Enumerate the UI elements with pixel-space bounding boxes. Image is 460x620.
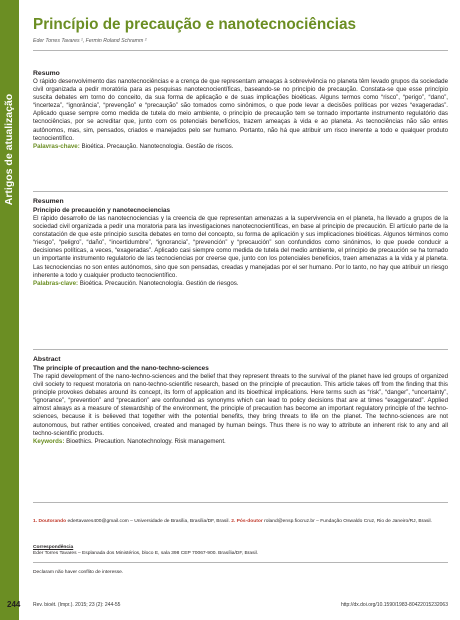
- affiliation-2-label: 2. Pós-doutor: [231, 519, 263, 524]
- article-title: Princípio de precaução e nanotecnociências: [33, 16, 357, 33]
- title-divider: [33, 50, 448, 51]
- resumen-heading: Resumen: [33, 198, 64, 205]
- abstract-text: The rapid development of the nano-techno-sciences and the belief that they represent threats to the survival of the planet have led groups of organized civil society to request moratoria on nano-techno-scientific research, based on the principle of precaution. This article takes off from the finding that this principle provokes debates around its concept, its form of application and its bioethical implications. Here terms such as “risk”, “danger”, “uncertainty”, “ignorance”, “prevention” and “precaution” are confounded as synonyms which can lead to policy decisions that are at times “exaggerated”. Applied almost always as a measure of stewardship of the environment, the principle of precaution has become an important regulatory principle of the techno-sciences, because it is believed that together with the potential benefits, they bring threats to life on the planet. The techno-sciences are not autonomous, but rather entities conceived, created and managed by human beings. Thus there is no way to attribute an inherent risk to any and all techno-scientific products. Keywords: Bioethics. Precaution. Nanotechnology. Risk management.: [33, 373, 448, 445]
- abstract-section: [33, 355, 448, 446]
- resumen-divider: [33, 349, 448, 350]
- correspondence-heading: Correspondência: [33, 545, 74, 550]
- abstract-keywords-label: Keywords:: [33, 437, 65, 445]
- affiliation-1-text: edertavares400@gmail.com – Universidade de Brasília, Brasília/DF, Brasil.: [67, 519, 230, 524]
- abstract-divider: [33, 502, 448, 503]
- article-authors: Eder Torres Tavares ¹, Fermin Roland Schramm ²: [33, 38, 147, 44]
- abstract-heading: Abstract: [33, 356, 61, 363]
- journal-citation: Rev. bioét. (Impr.). 2015; 23 (2): 244-55: [33, 602, 121, 608]
- abstract-keywords: Bioethics. Precaution. Nanotechnology. Risk management.: [66, 437, 226, 445]
- conflict-statement: Declaram não haver conflito de interesse.: [33, 570, 124, 575]
- affiliation-2-text: roland@ensp.fiocruz.br – Fundação Oswaldo Cruz, Rio de Janeiro/RJ, Brasil.: [264, 519, 432, 524]
- doi-link[interactable]: http://dx.doi.org/10.1590/1983-80422015232063: [340, 602, 448, 608]
- footnote-divider: [33, 562, 448, 563]
- abstract-subtitle: The principle of precaution and the nano-techno-sciences: [33, 365, 209, 372]
- affiliations: [33, 519, 448, 525]
- resumen-section: [33, 197, 448, 288]
- affiliation-1-label: 1. Doutorando: [33, 519, 67, 524]
- resumo-divider: [33, 191, 448, 192]
- resumo-section: [33, 69, 448, 151]
- resumo-keywords: Bioética. Precaução. Nanotecnologia. Gestão de riscos.: [81, 142, 234, 150]
- resumen-subtitle: Principio de precaución y nanotecnociencias: [33, 207, 171, 214]
- resumo-text: O rápido desenvolvimento das nanotecnociências e a crença de que representam ameaças à sobrevivência no planeta têm levado grupos da sociedade civil organizada a pedir moratória para as pesquisas nanotecnocientíficas, baseando-se no princípio de precaução. Constata-se que esse princípio suscita debates em torno do conceito, da sua forma de aplicação e de suas implicações bioéticas. Alguns termos como “risco”, “perigo”, “dano”, “incerteza”, “ignorância”, “prevenção” e “precaução” são tomados como sinônimos, o que pode levar a decisões políticas por vezes “exageradas”. Aplicado quase sempre como medida de tutela do meio ambiente, o princípio de precaução tem se tornado importante instrumento regulatório das tecnociências, por se acreditar que, junto com os potenciais benefícios, trazem ameaças à vida e ao planeta. As tecnociências não são entes autônomos, mas, sim, pensados, criados e manejados pelo ser humano. Portanto, não há que atribuir um risco inerente a todo e qualquer produto tecnocientífico. Palavras-chave: Bioética. Precaução. Nanotecnologia. Gestão de riscos.: [33, 78, 448, 150]
- correspondence: [33, 545, 448, 558]
- resumo-heading: Resumo: [33, 70, 60, 77]
- resumen-text: El rápido desarrollo de las nanotecnociencias y la creencia de que representan amenazas a la supervivencia en el planeta, ha llevado a grupos de la sociedad civil organizada a pedir una moratoria para las investigaciones nanotecnocientíficas, en base al principio de precaución. El artículo parte de la constatación de que este principio suscita debates en torno del concepto, su forma de aplicación y sus implicaciones bioéticas. Algunos términos como “riesgo”, “peligro”, “daño”, “incertidumbre”, “ignorancia”, “prevención” y “precaución” son confundidos como sinónimos, lo que puede conducir a decisiones políticas, a veces, “exageradas”. Aplicado casi siempre como medida de tutela del medio ambiente, el principio de precaución se ha tornado un importante instrumento regulatorio de las tecnociencias por creerse que, junto con los potenciales beneficios, traen amenazas a la vida y al planeta. Las tecnociencias no son entes autónomos, sino que son pensadas, creadas y manejadas por el ser humano. Por lo tanto, no hay que atribuir un riesgo inherente a todo y cualquier producto tecnocientífico. Palabras-clave: Bioética. Precaución. Nanotecnología. Gestión de riesgos.: [33, 215, 448, 287]
- correspondence-text: Eder Torres Tavares – Esplanada dos Ministérios, bloco E, sala 398 CEP 70067-900. Brasília/DF, Brasil.: [33, 551, 259, 557]
- resumen-keywords: Bioética. Precaución. Nanotecnología. Gestión de riesgos.: [79, 279, 239, 287]
- section-sidebar: [0, 0, 19, 620]
- resumo-keywords-label: Palavras-chave:: [33, 142, 80, 150]
- page-number: 244: [7, 600, 21, 609]
- section-label: Artigos de atualização: [3, 93, 15, 206]
- resumen-keywords-label: Palabras-clave:: [33, 279, 79, 287]
